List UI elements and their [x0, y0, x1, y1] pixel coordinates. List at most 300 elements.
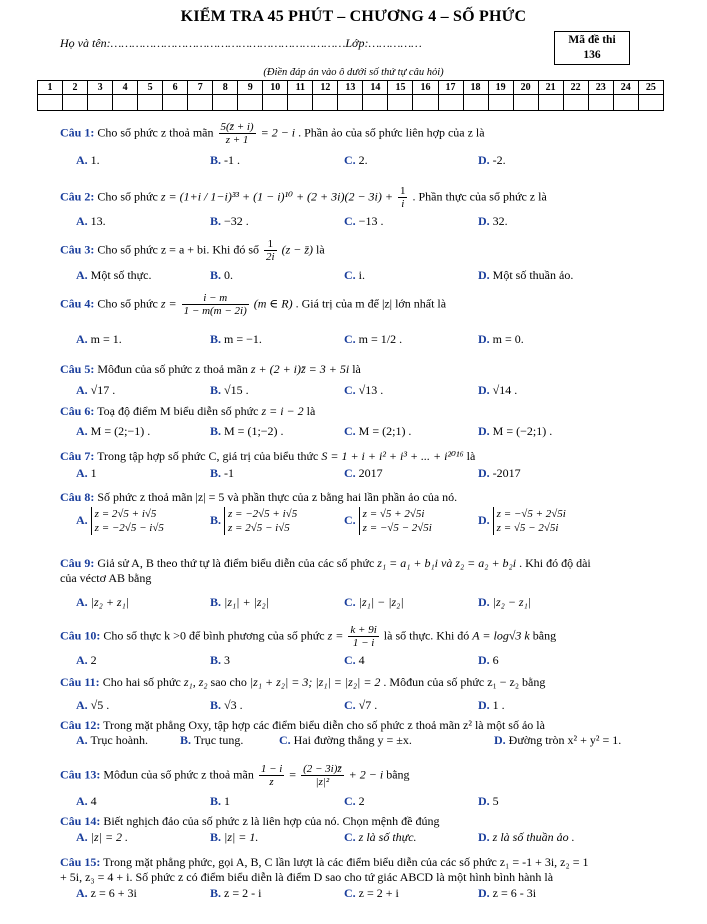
- option-letter: B.: [210, 214, 222, 228]
- option-a[interactable]: [76, 332, 122, 347]
- formula-fraction: $\frac{5(z̄ + i)}{z + 1}$: [220, 121, 254, 146]
- question-label: Câu 9:: [60, 556, 95, 570]
- options-q2: [76, 214, 696, 229]
- options-q8: [76, 507, 696, 549]
- option-a[interactable]: [76, 383, 115, 398]
- question-label: Câu 14:: [60, 814, 101, 828]
- option-a[interactable]: [76, 153, 100, 168]
- option-text: i.: [358, 268, 366, 282]
- option-letter: A.: [76, 383, 88, 397]
- option-letter: C.: [279, 733, 291, 747]
- option-b[interactable]: [210, 153, 240, 168]
- question-9: [60, 556, 680, 586]
- option-d[interactable]: [478, 214, 508, 229]
- option-letter: C.: [344, 794, 356, 808]
- formula: + 2 − i: [348, 767, 384, 782]
- formula-fraction: $\frac{1}{i}$: [399, 185, 406, 210]
- option-c[interactable]: [344, 653, 365, 668]
- option-text: m = 0.: [492, 332, 524, 346]
- option-letter: B.: [210, 794, 222, 808]
- option-d[interactable]: [478, 424, 552, 439]
- answer-cell[interactable]: [613, 95, 638, 111]
- option-text: Hai đường thẳng y = ±x.: [293, 733, 412, 747]
- option-b[interactable]: [210, 830, 258, 845]
- answer-cell[interactable]: [513, 95, 538, 111]
- question-4: [60, 292, 680, 317]
- option-c[interactable]: [344, 332, 402, 347]
- answer-cell[interactable]: [388, 95, 413, 111]
- question-text: Cho số phức z = a + bi. Khi đó số: [97, 242, 260, 257]
- question-text-tail: là: [466, 449, 476, 463]
- option-text: z = 6 + 3i: [90, 886, 137, 900]
- option-letter: D.: [478, 698, 490, 712]
- option-letter: A.: [76, 424, 88, 438]
- answer-cell[interactable]: [488, 95, 513, 111]
- option-b[interactable]: [210, 332, 262, 347]
- option-letter: D.: [478, 332, 490, 346]
- answer-number-cell: 14: [363, 81, 388, 95]
- option-b[interactable]: B. z = −2√5 + i√5 z = 2√5 − i√5: [210, 508, 298, 534]
- option-text: z = 2 - i: [224, 886, 262, 900]
- option-c[interactable]: [344, 830, 417, 845]
- question-label: Câu 4:: [60, 296, 95, 311]
- formula: z =: [160, 296, 177, 311]
- question-15: [60, 855, 680, 885]
- option-text: 4: [90, 794, 97, 808]
- answer-number-cell: 13: [338, 81, 363, 95]
- option-a[interactable]: A. z = 2√5 + i√5 z = −2√5 − i√5: [76, 508, 164, 534]
- answer-cell[interactable]: [463, 95, 488, 111]
- question-label: Câu 7:: [60, 449, 95, 463]
- option-b[interactable]: [210, 595, 269, 610]
- option-text: 3: [224, 653, 231, 667]
- options-q6: [76, 424, 696, 439]
- option-letter: B.: [210, 424, 222, 438]
- option-a[interactable]: [76, 733, 148, 748]
- option-letter: C.: [344, 424, 356, 438]
- question-12: [60, 718, 680, 733]
- question-2: [60, 185, 680, 210]
- question-13: [60, 763, 680, 788]
- question-text: Môđun của số phức z thoả mãn: [103, 767, 254, 782]
- option-letter: C.: [344, 653, 356, 667]
- option-text: |z| = 1.: [224, 830, 259, 844]
- option-text: z là số thuần ảo .: [492, 830, 575, 844]
- question-label: Câu 10:: [60, 628, 101, 643]
- option-b[interactable]: [210, 794, 230, 809]
- answer-cell[interactable]: [213, 95, 238, 111]
- option-letter: D.: [494, 733, 506, 747]
- option-c[interactable]: [279, 733, 412, 748]
- question-label: Câu 15:: [60, 855, 101, 869]
- option-letter: B.: [210, 268, 222, 282]
- options-q12: [76, 733, 696, 748]
- option-text: 4: [358, 653, 365, 667]
- question-text-tail: . Phần thực của số phức z là: [412, 189, 547, 204]
- option-letter: C.: [344, 383, 356, 397]
- option-d[interactable]: [478, 698, 505, 713]
- answer-number-row: [38, 81, 664, 95]
- question-text-tail: là số thực. Khi đó: [383, 628, 470, 643]
- option-letter: C.: [344, 332, 356, 346]
- answer-number-cell: 18: [463, 81, 488, 95]
- option-letter: B.: [210, 153, 222, 167]
- answer-number-cell: 23: [588, 81, 613, 95]
- option-c[interactable]: [344, 466, 383, 481]
- question-text: Toạ độ điểm M biểu diễn số phức: [97, 404, 259, 418]
- option-c[interactable]: [344, 268, 365, 283]
- formula-fraction: $\frac{(2 - 3i)z̄}{\text{|z|²}}$: [303, 763, 342, 788]
- option-text: 6: [492, 653, 499, 667]
- question-label: Câu 5:: [60, 362, 95, 376]
- option-letter: B.: [210, 886, 222, 900]
- answer-number-cell: 2: [63, 81, 88, 95]
- option-letter: D.: [478, 466, 490, 480]
- answer-number-cell: 7: [188, 81, 213, 95]
- option-text: |z₁| − |z₂|: [358, 595, 404, 609]
- option-letter: A.: [76, 733, 88, 747]
- option-b[interactable]: [210, 214, 249, 229]
- question-11: [60, 675, 680, 690]
- option-d[interactable]: [478, 332, 524, 347]
- option-a[interactable]: [76, 268, 152, 283]
- option-letter: C.: [344, 886, 356, 900]
- option-letter: D.: [478, 886, 490, 900]
- option-text: √7 .: [358, 698, 378, 712]
- formula: z + (2 + i)z̄ = 3 + 5i: [250, 362, 350, 376]
- option-c[interactable]: [344, 595, 404, 610]
- question-8: [60, 490, 680, 505]
- option-text: √5 .: [90, 698, 110, 712]
- options-q11: [76, 698, 696, 713]
- answer-cell[interactable]: [313, 95, 338, 111]
- formula: z =: [327, 628, 344, 643]
- option-letter: C.: [344, 214, 356, 228]
- option-text: |z₁| + |z₂|: [224, 595, 269, 609]
- answer-number-cell: 11: [288, 81, 313, 95]
- option-text: -2.: [492, 153, 506, 167]
- answer-cell[interactable]: [138, 95, 163, 111]
- option-letter: D.: [478, 595, 490, 609]
- option-letter: B.: [180, 733, 192, 747]
- option-text: |z| = 2 .: [90, 830, 129, 844]
- option-letter: B.: [210, 830, 222, 844]
- answer-cell[interactable]: [638, 95, 663, 111]
- answer-cell[interactable]: [163, 95, 188, 111]
- option-text: √3 .: [224, 698, 243, 712]
- formula-fraction: $\frac{1 - i}{z}$: [260, 763, 283, 788]
- options-q4: [76, 332, 696, 347]
- option-a[interactable]: [76, 466, 97, 481]
- option-b[interactable]: [210, 698, 243, 713]
- question-label: Câu 11:: [60, 675, 100, 689]
- option-letter: D.: [478, 383, 490, 397]
- option-text: -2017: [492, 466, 521, 480]
- question-text: Môđun của số phức z thoả mãn: [97, 362, 248, 376]
- option-text: M = (1;−2) .: [224, 424, 284, 438]
- option-d[interactable]: [478, 595, 531, 610]
- answer-number-cell: 3: [88, 81, 113, 95]
- question-text: Trong mặt phẳng phức, gọi A, B, C lần lượt là các điểm biểu diễn của các số phức z₁ = -1 + 3i, z₂ = 1: [103, 855, 589, 869]
- option-b[interactable]: [210, 466, 234, 481]
- option-d[interactable]: [478, 653, 499, 668]
- option-letter: D.: [478, 214, 490, 228]
- option-text: √14 .: [492, 383, 518, 397]
- option-text: 0.: [224, 268, 234, 282]
- option-b[interactable]: [210, 424, 284, 439]
- option-letter: B.: [210, 383, 222, 397]
- formula: (m ∈ R): [253, 296, 293, 311]
- option-text: M = (2;1) .: [358, 424, 412, 438]
- option-text: m = −1.: [224, 332, 262, 346]
- question-label: Câu 2:: [60, 189, 95, 204]
- option-letter: D.: [478, 153, 490, 167]
- exam-code-value: 136: [583, 49, 601, 61]
- answer-number-cell: 20: [513, 81, 538, 95]
- option-text: -1 .: [224, 153, 241, 167]
- option-d[interactable]: [478, 153, 506, 168]
- option-c[interactable]: C. z = √5 + 2√5i z = −√5 − 2√5i: [344, 508, 432, 534]
- option-c[interactable]: [344, 886, 399, 901]
- answer-cell[interactable]: [413, 95, 438, 111]
- option-text: 2: [90, 653, 97, 667]
- question-14: [60, 814, 680, 829]
- answer-cell[interactable]: [263, 95, 288, 111]
- question-text: Cho số phức z thoả mãn: [97, 125, 214, 140]
- answer-cell[interactable]: [363, 95, 388, 111]
- exam-code-label: Mã đề thi: [568, 34, 616, 46]
- options-q1: [76, 153, 696, 168]
- answer-cell[interactable]: [288, 95, 313, 111]
- answer-number-cell: 12: [313, 81, 338, 95]
- answer-cell[interactable]: [63, 95, 88, 111]
- option-a[interactable]: [76, 214, 106, 229]
- formula: S = 1 + i + i² + i³ + ... + i²⁰¹⁶: [321, 449, 464, 463]
- question-7: [60, 449, 680, 464]
- option-text: −32 .: [224, 214, 249, 228]
- options-q15: [76, 886, 696, 901]
- option-d[interactable]: [478, 466, 521, 481]
- option-text: 5: [492, 794, 499, 808]
- formula: =: [289, 767, 297, 782]
- option-text: Trục hoành.: [90, 733, 149, 747]
- answer-cell[interactable]: [538, 95, 563, 111]
- option-text: |z₂ + z₁|: [90, 595, 130, 609]
- answer-number-cell: 22: [563, 81, 588, 95]
- question-text: Giả sử A, B theo thứ tự là điểm biểu diễn của các số phức: [97, 556, 375, 570]
- answer-number-cell: 9: [238, 81, 263, 95]
- option-text: 13.: [90, 214, 106, 228]
- option-letter: D.: [478, 794, 490, 808]
- answer-number-cell: 8: [213, 81, 238, 95]
- option-b[interactable]: [180, 733, 243, 748]
- option-c[interactable]: [344, 214, 383, 229]
- answer-cell[interactable]: [563, 95, 588, 111]
- option-text: √13 .: [358, 383, 384, 397]
- question-text-tail: là: [306, 404, 316, 418]
- options-q10: [76, 653, 696, 668]
- option-letter: C.: [344, 698, 356, 712]
- option-d[interactable]: [494, 733, 621, 748]
- option-letter: D.: [478, 268, 490, 282]
- answer-number-cell: 4: [113, 81, 138, 95]
- option-text: 1: [90, 466, 97, 480]
- option-a[interactable]: [76, 653, 97, 668]
- answer-number-cell: 15: [388, 81, 413, 95]
- option-d[interactable]: [478, 886, 536, 901]
- question-text: Biết nghịch đảo của số phức z là liên hợp của nó. Chọn mệnh đề đúng: [103, 814, 440, 828]
- option-d[interactable]: D. z = −√5 + 2√5i z = √5 − 2√5i: [478, 508, 566, 534]
- answer-grid: [37, 80, 664, 111]
- answer-number-cell: 16: [413, 81, 438, 95]
- question-text: Trong mặt phẳng Oxy, tập hợp các điểm biểu diễn cho số phức z thoả mãn z² là một số ảo là: [103, 718, 545, 732]
- question-3: [60, 238, 680, 263]
- option-text: 1: [224, 794, 231, 808]
- answer-number-cell: 10: [263, 81, 288, 95]
- question-text: Cho số phức: [97, 189, 158, 204]
- formula: z₁, z₂: [183, 675, 208, 689]
- answer-cell[interactable]: [188, 95, 213, 111]
- answer-cell[interactable]: [88, 95, 113, 111]
- option-text: M = (2;−1) .: [90, 424, 151, 438]
- option-d[interactable]: [478, 830, 575, 845]
- options-q14: [76, 830, 696, 845]
- formula: z = i − 2: [261, 404, 304, 418]
- answer-number-cell: 19: [488, 81, 513, 95]
- option-letter: C.: [344, 268, 356, 282]
- option-a[interactable]: [76, 794, 97, 809]
- student-info-line[interactable]: Họ và tên:…………………………………………………………Lớp:……………: [60, 36, 422, 50]
- question-label: Câu 13:: [60, 767, 101, 782]
- option-a[interactable]: [76, 595, 129, 610]
- option-a[interactable]: [76, 886, 137, 901]
- answer-number-cell: 24: [613, 81, 638, 95]
- formula: A = log√3 k: [472, 628, 530, 643]
- exam-title: KIỂM TRA 45 PHÚT – CHƯƠNG 4 – SỐ PHỨC: [180, 8, 527, 25]
- answer-blank-row: [38, 95, 664, 111]
- option-c[interactable]: [344, 794, 365, 809]
- option-text: 2017: [358, 466, 383, 480]
- option-letter: A.: [76, 595, 88, 609]
- formula-fraction: $\frac{i - m}{1 - m(m - 2i)}$: [183, 292, 247, 317]
- question-text-tail-2: bằng: [532, 628, 557, 643]
- question-text-tail: . Phần ảo của số phức liên hợp của z là: [298, 125, 485, 140]
- option-b[interactable]: [210, 653, 230, 668]
- question-text: Cho hai số phức: [102, 675, 181, 689]
- question-label: Câu 6:: [60, 404, 95, 418]
- answer-number-cell: 17: [438, 81, 463, 95]
- answer-cell[interactable]: [113, 95, 138, 111]
- option-text: z là số thực.: [358, 830, 417, 844]
- option-letter: A.: [76, 698, 88, 712]
- option-text: |z₂ − z₁|: [492, 595, 532, 609]
- answer-cell[interactable]: [438, 95, 463, 111]
- question-label: Câu 3:: [60, 242, 95, 257]
- formula: (z − z̄): [281, 242, 314, 257]
- option-text: z = 2 + i: [358, 886, 399, 900]
- question-6: [60, 404, 680, 419]
- option-text: √17 .: [90, 383, 116, 397]
- question-text-tail-2: của véctơ AB bằng: [60, 571, 152, 585]
- option-b[interactable]: [210, 383, 249, 398]
- question-10: [60, 624, 680, 649]
- option-letter: C.: [344, 595, 356, 609]
- question-label: Câu 8:: [60, 490, 95, 504]
- answer-cell[interactable]: [588, 95, 613, 111]
- option-letter: C.: [344, 830, 356, 844]
- option-text: 2.: [358, 153, 368, 167]
- option-text: 1.: [90, 153, 100, 167]
- question-text: Số phức z thoả mãn |z| = 5 và phần thực của z bằng hai lần phần ảo của nó.: [97, 490, 458, 504]
- option-letter: A.: [76, 886, 88, 900]
- option-letter: C.: [344, 466, 356, 480]
- option-text: 1 .: [492, 698, 505, 712]
- option-a[interactable]: [76, 698, 109, 713]
- answer-cell[interactable]: [38, 95, 63, 111]
- answer-cell[interactable]: [238, 95, 263, 111]
- option-text: 32.: [492, 214, 508, 228]
- answer-number-cell: 5: [138, 81, 163, 95]
- option-letter: B.: [210, 698, 222, 712]
- option-a[interactable]: [76, 830, 128, 845]
- option-text: M = (−2;1) .: [492, 424, 553, 438]
- formula: z = (1+i / 1−i)³³ + (1 − i)¹⁰ + (2 + 3i)(2 − 3i) +: [160, 189, 393, 204]
- option-letter: B.: [210, 595, 222, 609]
- answer-cell[interactable]: [338, 95, 363, 111]
- formula: z₁ = a₁ + b₁i và z₂ = a₂ + b₂i: [377, 556, 517, 570]
- option-text: -1: [224, 466, 235, 480]
- option-text: Một số thuần ảo.: [492, 268, 574, 282]
- option-letter: A.: [76, 153, 88, 167]
- option-letter: A.: [76, 214, 88, 228]
- options-q7: [76, 466, 696, 481]
- option-text: Đường tròn x² + y² = 1.: [508, 733, 622, 747]
- option-text: m = 1.: [90, 332, 122, 346]
- options-q3: [76, 268, 696, 283]
- option-c[interactable]: [344, 383, 383, 398]
- formula-fraction: $\frac{1}{2i}$: [266, 238, 275, 263]
- options-q9: [76, 595, 696, 610]
- option-b[interactable]: [210, 886, 261, 901]
- option-text: √15 .: [224, 383, 249, 397]
- question-text-tail: . Khi đó độ dài: [519, 556, 591, 570]
- options-q13: [76, 794, 696, 809]
- option-a[interactable]: [76, 424, 150, 439]
- option-c[interactable]: [344, 424, 411, 439]
- option-letter: B.: [210, 653, 222, 667]
- option-d[interactable]: [478, 268, 573, 283]
- question-text-tail: bằng: [386, 767, 410, 782]
- question-text: Cho số phức: [97, 296, 158, 311]
- option-letter: B.: [210, 466, 222, 480]
- exam-code-box: [554, 31, 630, 65]
- option-letter: C.: [344, 153, 356, 167]
- option-c[interactable]: [344, 153, 368, 168]
- question-text-tail: là: [352, 362, 361, 376]
- option-letter: D.: [478, 830, 490, 844]
- question-text-tail-2: . Môđun của số phức z₁ − z₂ bằng: [383, 675, 546, 689]
- option-d[interactable]: [478, 383, 517, 398]
- option-letter: B.: [210, 332, 222, 346]
- question-5: [60, 362, 680, 377]
- answer-number-cell: 21: [538, 81, 563, 95]
- option-c[interactable]: [344, 698, 377, 713]
- question-text: Cho số thực k >0 để bình phương của số phức: [103, 628, 325, 643]
- option-b[interactable]: [210, 268, 233, 283]
- question-text-2: + 5i, z₃ = 4 + i. Số phức z có điểm biểu diễn là điểm D sao cho tứ giác ABCD là một hình bình hành là: [60, 870, 554, 884]
- option-d[interactable]: [478, 794, 499, 809]
- formula: |z₁ + z₂| = 3; |z₁| = |z₂| = 2: [249, 675, 381, 689]
